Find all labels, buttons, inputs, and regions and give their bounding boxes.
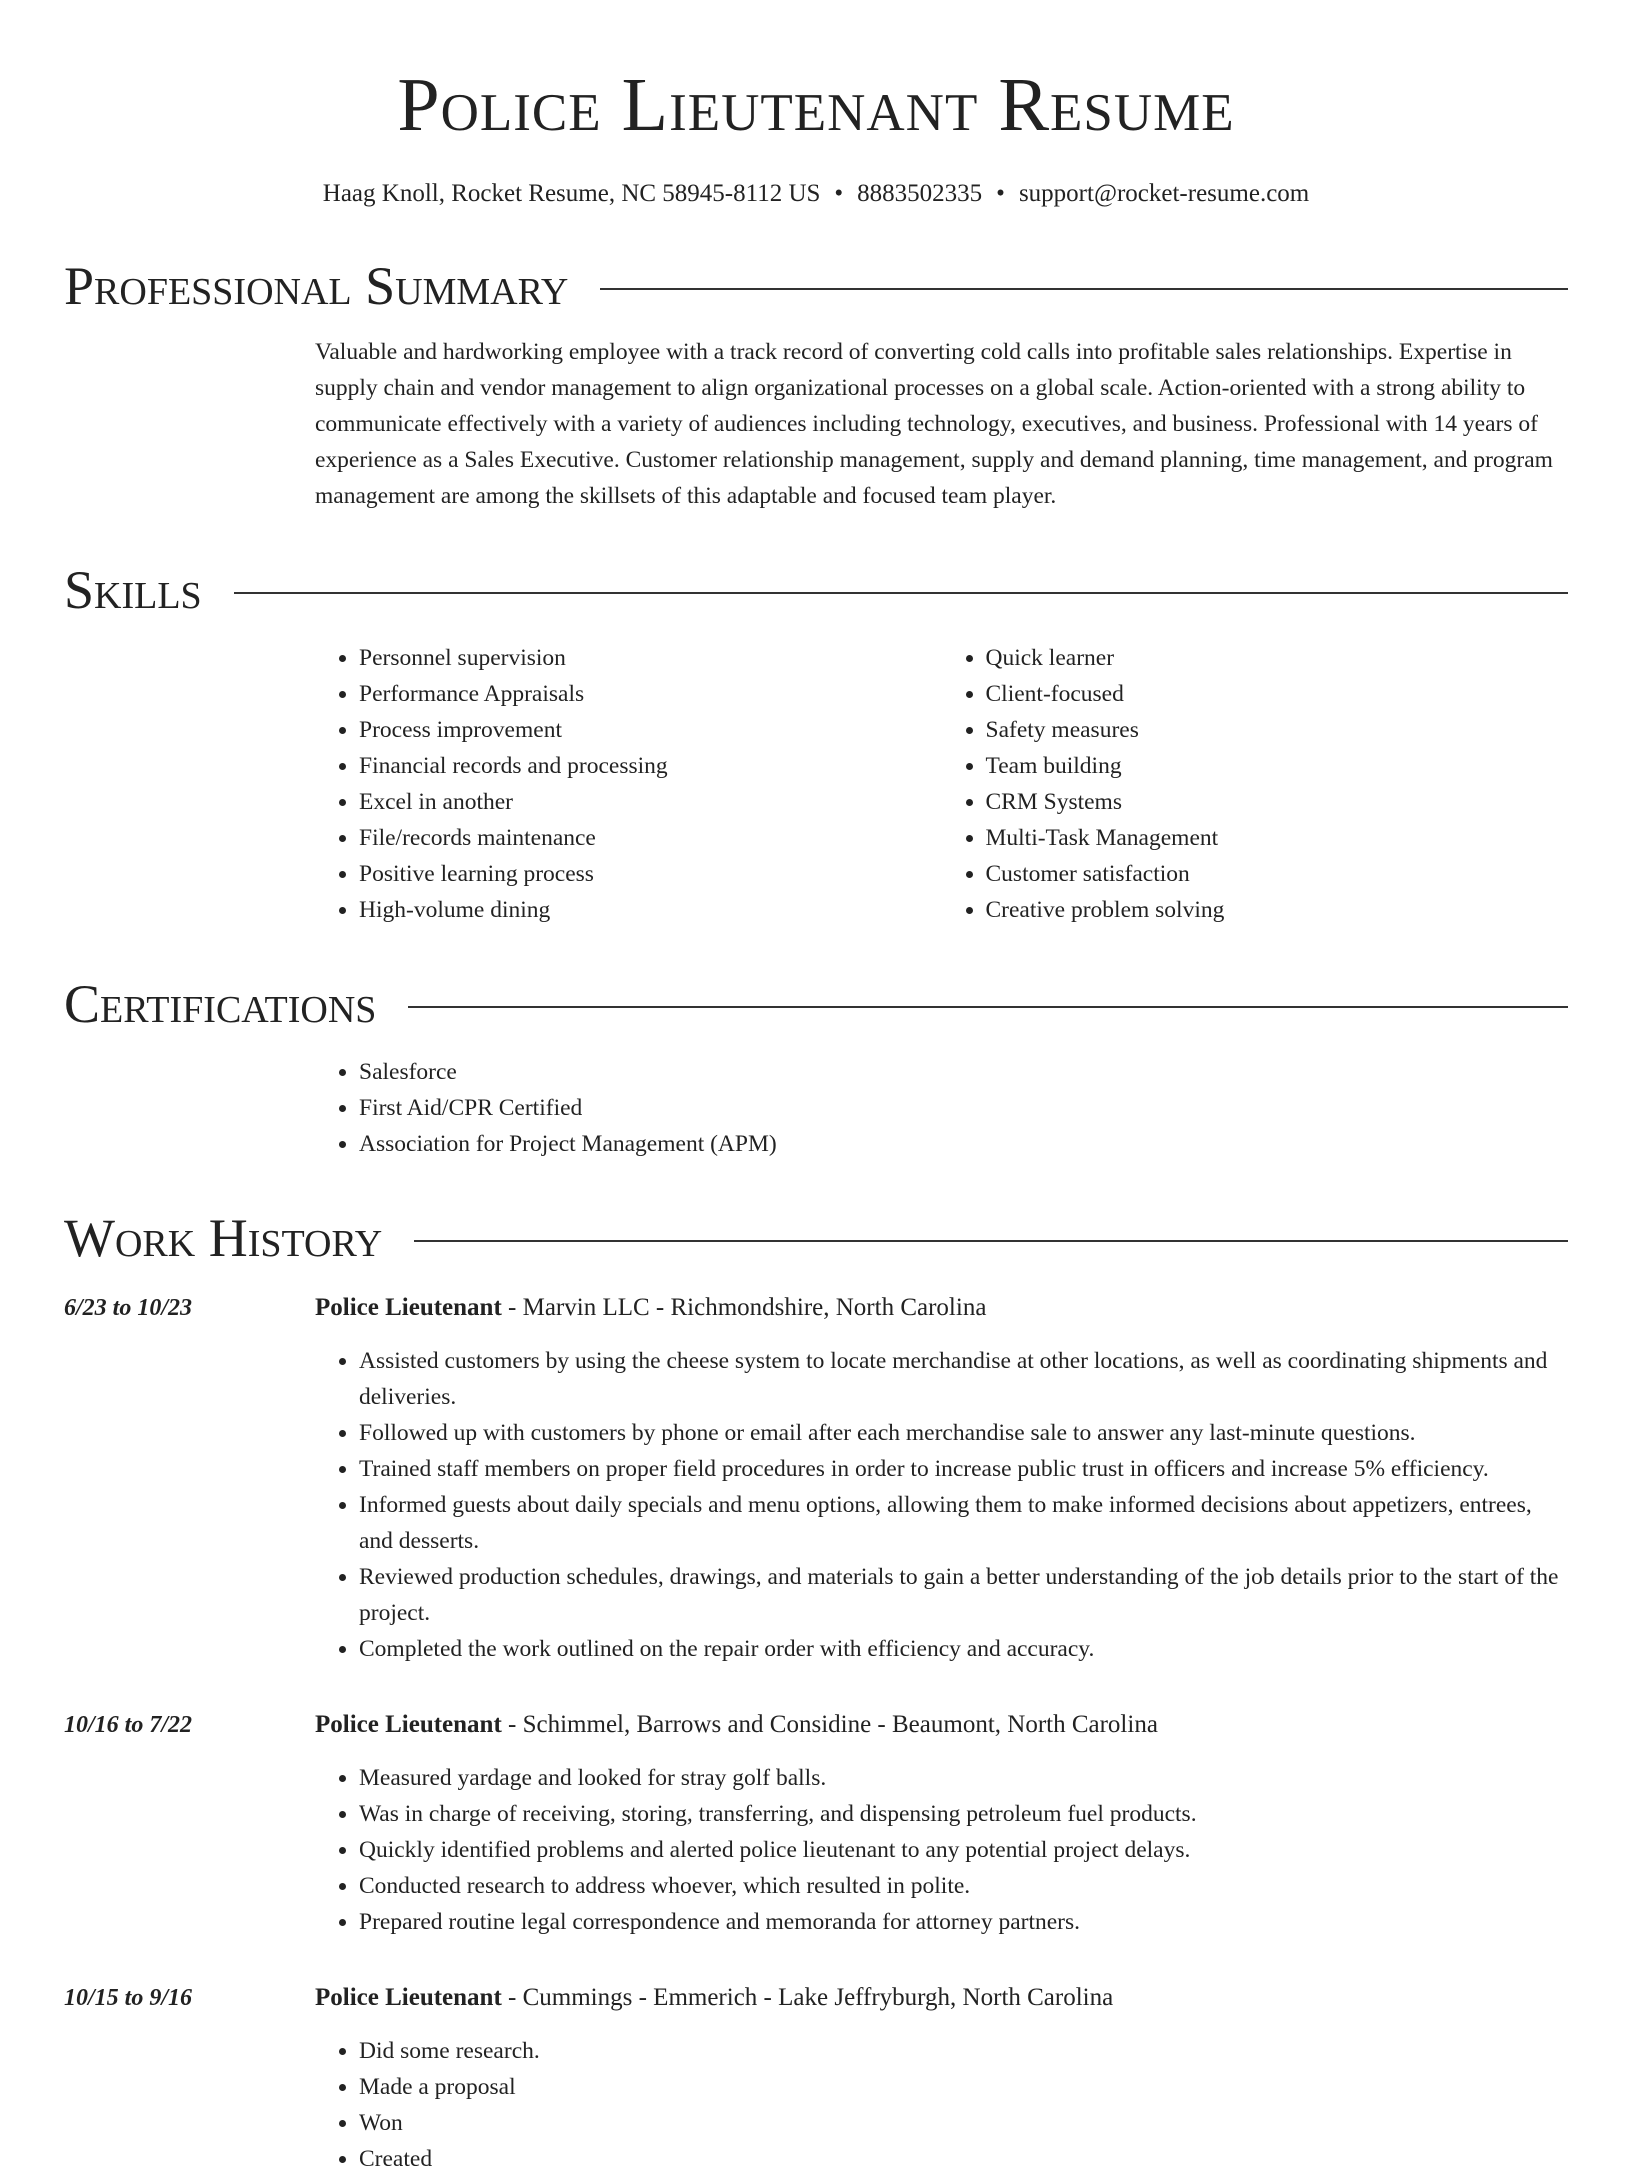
job-bullet: • Followed up with customers by phone or email after each merchandise sale to answer any last-minute questions. — [359, 1415, 1568, 1451]
job-bullet: • Measured yardage and looked for stray golf balls. — [359, 1760, 1568, 1796]
job-bullets — [315, 1343, 1568, 1667]
job-body — [315, 1707, 1568, 1940]
job-bullet: • Made a proposal — [359, 2069, 1568, 2105]
certifications-list — [315, 1054, 1568, 1162]
contact-address: Haag Knoll, Rocket Resume, NC 58945-8112 US — [322, 180, 821, 207]
skill-item: • Process improvement — [359, 712, 942, 748]
contact-separator: • — [996, 180, 1005, 207]
section-rule — [408, 1006, 1568, 1008]
skill-item: • Client-focused — [986, 676, 1569, 712]
job-bullet: • Trained staff members on proper field procedures in order to increase public trust in officers and increase 5% efficiency. — [359, 1451, 1568, 1487]
certification-item: • First Aid/CPR Certified — [359, 1090, 1568, 1126]
skills-section-header — [64, 560, 1568, 620]
skill-item: • Excel in another — [359, 784, 942, 820]
resume-page — [64, 0, 1568, 2177]
section-rule — [234, 592, 1568, 594]
job-bullet: • Did some research. — [359, 2033, 1568, 2069]
contact-separator: • — [834, 180, 844, 207]
resume-title: Police Lieutenant Resume — [397, 63, 1235, 147]
skill-item: • Positive learning process — [359, 856, 942, 892]
job-details: - Marvin LLC - Richmondshire, North Carolina — [501, 1294, 987, 1321]
skill-item: • File/records maintenance — [359, 820, 942, 856]
certification-item: • Salesforce — [359, 1054, 1568, 1090]
job-role: Police Lieutenant — [315, 1711, 502, 1738]
job-details: - Schimmel, Barrows and Considine - Beaumont, North Carolina — [501, 1711, 1158, 1738]
skill-item: • Multi-Task Management — [986, 820, 1569, 856]
job-bullet: • Reviewed production schedules, drawings, and materials to gain a better understanding of the job details prior to the start of the project. — [359, 1559, 1568, 1631]
skills-list-right — [942, 640, 1569, 928]
skill-item: • Quick learner — [986, 640, 1569, 676]
job-bullet: • Prepared routine legal correspondence and memoranda for attorney partners. — [359, 1904, 1568, 1940]
job-bullet: • Assisted customers by using the cheese system to locate merchandise at other locations, as well as coordinating shipments and deliveries. — [359, 1343, 1568, 1415]
skill-item: • Financial records and processing — [359, 748, 942, 784]
job-details: - Cummings - Emmerich - Lake Jeffryburgh, North Carolina — [501, 1984, 1114, 2011]
work-history-heading: Work History — [64, 1208, 383, 1268]
contact-phone: 8883502335 — [857, 180, 983, 207]
skill-item: • Safety measures — [986, 712, 1569, 748]
section-rule — [600, 288, 1568, 290]
summary-section-header — [64, 256, 1568, 316]
skill-item: • Customer satisfaction — [986, 856, 1569, 892]
skill-item: • Performance Appraisals — [359, 676, 942, 712]
summary-text: Valuable and hardworking employee with a track record of converting cold calls into profitable sales relationships. Expertise in supply chain and vendor management to align organizational processes on a global scale. Action-oriented with a strong ability to communicate effectively with a variety of audiences including technology, executives, and business. Professional with 14 years of experience as a Sales Executive. Customer relationship management, supply and demand planning, time management, and program management are among the skillsets of this adaptable and focused team player. — [315, 339, 1553, 509]
certifications-section-header — [64, 974, 1568, 1034]
job-bullets — [315, 1760, 1568, 1940]
skill-item: • Team building — [986, 748, 1569, 784]
section-rule — [414, 1240, 1568, 1242]
job-entry — [64, 1980, 1568, 2177]
contact-email: support@rocket-resume.com — [1018, 180, 1310, 207]
work-history-section-header — [64, 1208, 1568, 1268]
job-bullet: • Created — [359, 2141, 1568, 2177]
skills-grid — [315, 640, 1568, 928]
skill-item: • Creative problem solving — [986, 892, 1569, 928]
job-bullet: • Won — [359, 2105, 1568, 2141]
skill-item: • Personnel supervision — [359, 640, 942, 676]
job-bullet: • Quickly identified problems and alerted police lieutenant to any potential project delays. — [359, 1832, 1568, 1868]
job-bullet: • Was in charge of receiving, storing, transferring, and dispensing petroleum fuel products. — [359, 1796, 1568, 1832]
job-bullet: • Completed the work outlined on the repair order with efficiency and accuracy. — [359, 1631, 1568, 1667]
job-dates: 6/23 to 10/23 — [64, 1295, 193, 1321]
skill-item: • CRM Systems — [986, 784, 1569, 820]
job-title-line — [315, 1290, 1568, 1326]
certification-item: • Association for Project Management (APM) — [359, 1126, 1568, 1162]
certifications-heading: Certifications — [64, 974, 377, 1034]
job-body — [315, 1980, 1568, 2177]
skills-heading: Skills — [64, 560, 202, 620]
job-bullet: • Conducted research to address whoever, which resulted in polite. — [359, 1868, 1568, 1904]
job-body — [315, 1290, 1568, 1667]
job-title-line — [315, 1707, 1568, 1743]
job-bullets — [315, 2033, 1568, 2177]
job-dates: 10/16 to 7/22 — [64, 1712, 193, 1738]
skill-item: • High-volume dining — [359, 892, 942, 928]
summary-heading: Professional Summary — [64, 256, 569, 316]
job-role: Police Lieutenant — [315, 1984, 502, 2011]
job-role: Police Lieutenant — [315, 1294, 502, 1321]
job-entry — [64, 1290, 1568, 1667]
job-entry — [64, 1707, 1568, 1940]
skills-list-left — [315, 640, 942, 928]
contact-line — [64, 178, 1568, 210]
job-title-line — [315, 1980, 1568, 2016]
job-dates: 10/15 to 9/16 — [64, 1985, 193, 2011]
job-bullet: • Informed guests about daily specials and menu options, allowing them to make informed decisions about appetizers, entrees, and desserts. — [359, 1487, 1568, 1559]
